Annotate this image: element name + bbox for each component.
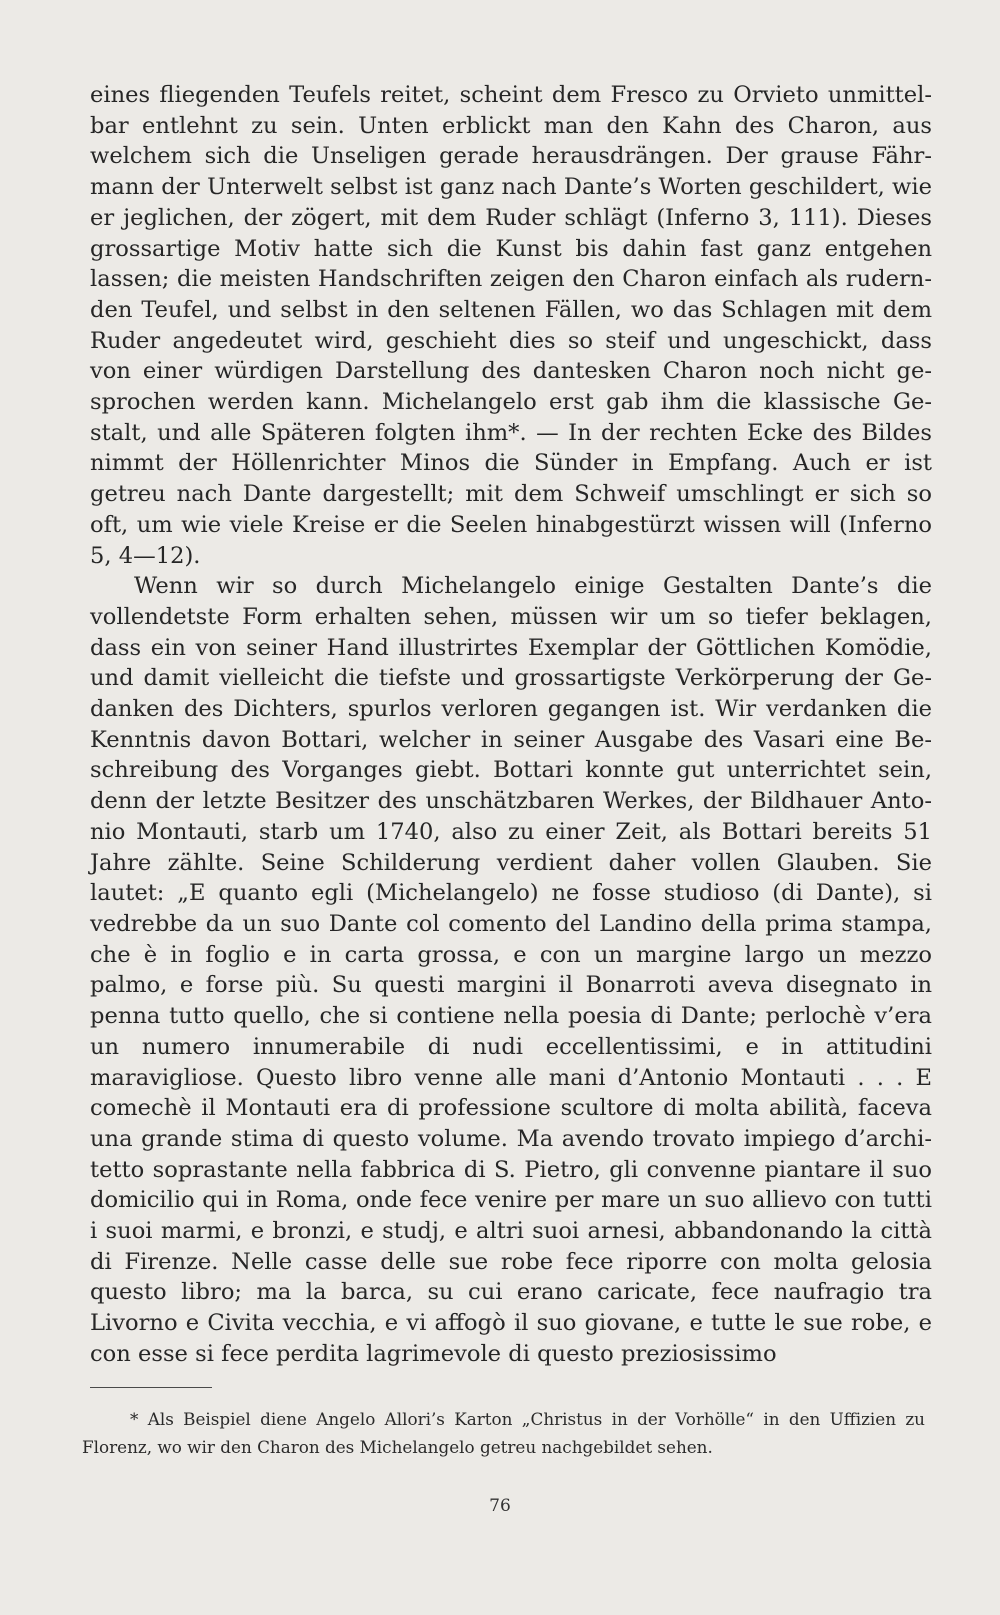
main-text — [90, 80, 932, 1370]
footnote-divider — [90, 1387, 212, 1388]
footnote: * Als Beispiel diene Angelo Allori’s Karton „Christus in der Vorhölle“ in den Uffizien zu Florenz, wo wir den Charon des Michelangelo getreu nachgebildet sehen. — [82, 1409, 925, 1457]
page-number: 76 — [489, 1496, 511, 1516]
paragraph: eines fliegenden Teufels reitet, scheint dem Fresco zu Orvieto unmittelbar entlehnt zu sein. Unten erblickt man den Kahn des Charon, aus welchem sich die Unseligen gerade herausdrängen. Der grause Fährmann der Unterwelt selbst ist ganz nach Dante’s Worten geschildert, wie er jeglichen, der zögert, mit dem Ruder schlägt (Inferno 3, 111). Dieses grossartige Motiv hatte sich die Kunst bis dahin fast ganz entgehen lassen; die meisten Handschriften zeigen den Charon einfach als rudernden Teufel, und selbst in den seltenen Fällen, wo das Schlagen mit dem Ruder angedeutet wird, geschieht dies so steif und ungeschickt, dass von einer würdigen Darstellung des dantesken Charon noch nicht gesprochen werden kann. Michelangelo erst gab ihm die klassische Gestalt, und alle Späteren folgten ihm*. — In der rechten Ecke des Bildes nimmt der Höllenrichter Minos die Sünder in Empfang. Auch er ist getreu nach Dante dargestellt; mit dem Schweif umschlingt er sich so oft, um wie viele Kreise er die Seelen hinabgestürzt wissen will (Inferno 5, 4—12). — [90, 82, 932, 569]
paragraph: Wenn wir so durch Michelangelo einige Gestalten Dante’s die vollendetste Form erhalten sehen, müssen wir um so tiefer beklagen, dass ein von seiner Hand illustrirtes Exemplar der Göttlichen Komödie, und damit vielleicht die tiefste und grossartigste Verkörperung der Gedanken des Dichters, spurlos verloren gegangen ist. Wir verdanken die Kenntnis davon Bottari, welcher in seiner Ausgabe des Vasari eine Beschreibung des Vorganges giebt. Bottari konnte gut unterrichtet sein, denn der letzte Besitzer des unschätzbaren Werkes, der Bildhauer Antonio Montauti, starb um 1740, also zu einer Zeit, als Bottari bereits 51 Jahre zählte. Seine Schilderung verdient daher vollen Glauben. Sie lautet: „E quanto egli (Michelangelo) ne fosse studioso (di Dante), si vedrebbe da un suo Dante col comento del Landino della prima stampa, che è in foglio e in carta grossa, e con un margine largo un mezzo palmo, e forse più. Su questi margini il Bonarroti aveva disegnato in penna tutto quello, che si contiene nella poesia di Dante; perlochè v’era un numero innumerabile di nudi eccellentissimi, e in attitudini maravigliose. Questo libro venne alle mani d’Antonio Montauti . . . E comechè il Montauti era di professione scultore di molta abilità, faceva una grande stima di questo volume. Ma avendo trovato impiego d’architetto soprastante nella fabbrica di S. Pietro, gli convenne piantare il suo domicilio qui in Roma, onde fece venire per mare un suo allievo con tutti i suoi marmi, e bronzi, e studj, e altri suoi arnesi, abbandonando la città di Firenze. Nelle casse delle sue robe fece riporre con molta gelosia questo libro; ma la barca, su cui erano caricate, fece naufragio tra Livorno e Civita vecchia, e vi affogò il suo giovane, e tutte le sue robe, e con esse si fece perdita lagrimevole di questo preziosissimo — [90, 573, 932, 1367]
